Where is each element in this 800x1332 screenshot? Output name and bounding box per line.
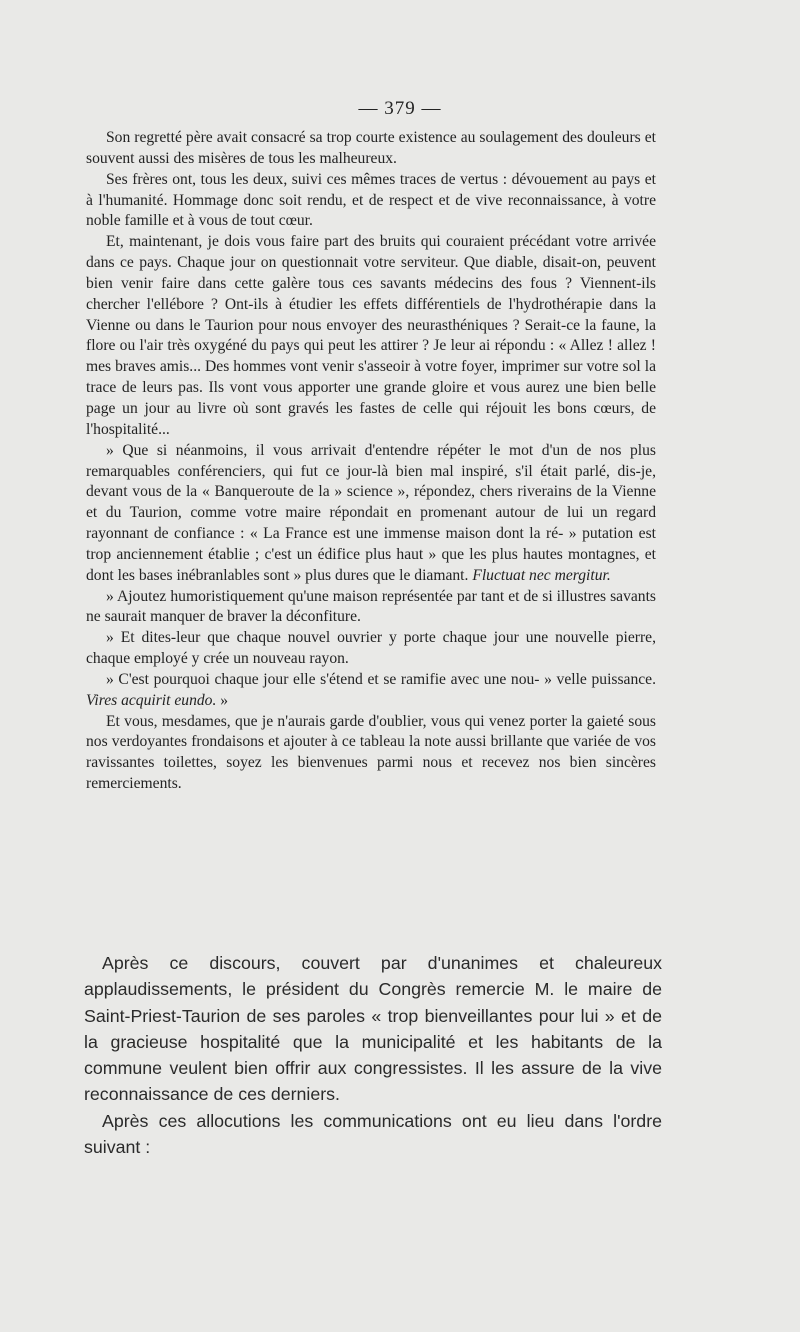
paragraph-7 (86, 670, 656, 712)
closing-paragraph-1: Après ce discours, couvert par d'unanimes et chaleureux applaudissements, le président du Congrès remercie M. le maire de Saint-Priest-Taurion de ses paroles « trop bienveillantes pour lui » et de la gracieuse hospitalité que la municipalité et les habitants de la commune veulent bien offrir aux congressistes. Il les assure de la vive reconnaissance de ces derniers. (84, 953, 662, 1105)
paragraph-7-text: » C'est pourquoi chaque jour elle s'étend et se ramifie avec une nou- » velle puissance. (106, 670, 656, 688)
paragraph-2: Ses frères ont, tous les deux, suivi ces mêmes traces de vertus : dévouement au pays et à l'humanité. Hommage donc soit rendu, et de respect et de vive reconnaissance, à votre noble famille et à vous de tout cœur. (86, 170, 656, 230)
closing-paragraph-2: Après ces allocutions les communications ont eu lieu dans l'ordre suivant : (84, 1110, 662, 1158)
paragraph-4-text: » Que si néanmoins, il vous arrivait d'entendre répéter le mot d'un de nos plus remarquables conférenciers, qui fut ce jour-là bien mal inspiré, s'il était parlé, dis-je, devant vous de la « Banqueroute de la » science », répondez, chers riverains de la Vienne et du Taurion, comme votre maire répondait en promenant autour de lui un regard rayonnant de confiance : « La France est une immense maison dont la ré- » putation est trop anciennement établie ; c'est un édifice plus haut » que les plus hautes montagnes, et dont les bases inébranlables sont » plus dures que le diamant. (86, 441, 656, 584)
latin-motto-1: Fluctuat nec mergitur. (472, 566, 611, 584)
paragraph-4 (86, 441, 656, 587)
closing-quote: » (216, 691, 229, 709)
latin-motto-2: Vires acquirit eundo. (86, 691, 217, 709)
paragraph-5: » Ajoutez humoristiquement qu'une maison représentée par tant et de si illustres savants ne saurait manquer de braver la déconfiture. (86, 587, 656, 626)
speech-text (86, 128, 656, 795)
paragraph-3: Et, maintenant, je dois vous faire part des bruits qui couraient précédant votre arrivée dans ce pays. Chaque jour on questionnait votre serviteur. Que diable, disait-on, peuvent bien venir faire dans cette galère tous ces savants médecins des fous ? Viennent-ils chercher l'ellébore ? Ont-ils à étudier les effets différentiels de l'hydrothérapie dans la Vienne ou dans le Taurion pour nous envoyer des neurasthéniques ? Serait-ce la faune, la flore ou l'air très oxygéné du pays qui peut les attirer ? Je leur ai répondu : « Allez ! allez ! mes braves amis... Des hommes vont venir s'asseoir à votre foyer, imprimer sur votre sol la trace de leurs pas. Ils vont vous apporter une grande gloire et vous aurez une bien belle page un jour au livre où sont gravés les fastes de celle qui réjouit les bons cœurs, de l'hospitalité... (86, 233, 656, 438)
page-number: — 379 — (358, 98, 442, 119)
paragraph-1: Son regretté père avait consacré sa trop courte existence au soulagement des douleurs et souvent aussi des misères de tous les malheureux. (86, 129, 656, 167)
paragraph-8: Et vous, mesdames, que je n'aurais garde d'oublier, vous qui venez porter la gaieté sous nos verdoyantes frondaisons et ajouter à ce tableau la note aussi brillante que variée de vos ravissantes toilettes, soyez les bienvenues parmi nous et recevez nos bien sincères remerciements. (86, 712, 656, 793)
paragraph-6: » Et dites-leur que chaque nouvel ouvrier y porte chaque jour une nouvelle pierre, chaque employé y crée un nouveau rayon. (86, 629, 656, 668)
report-text (84, 950, 662, 1160)
